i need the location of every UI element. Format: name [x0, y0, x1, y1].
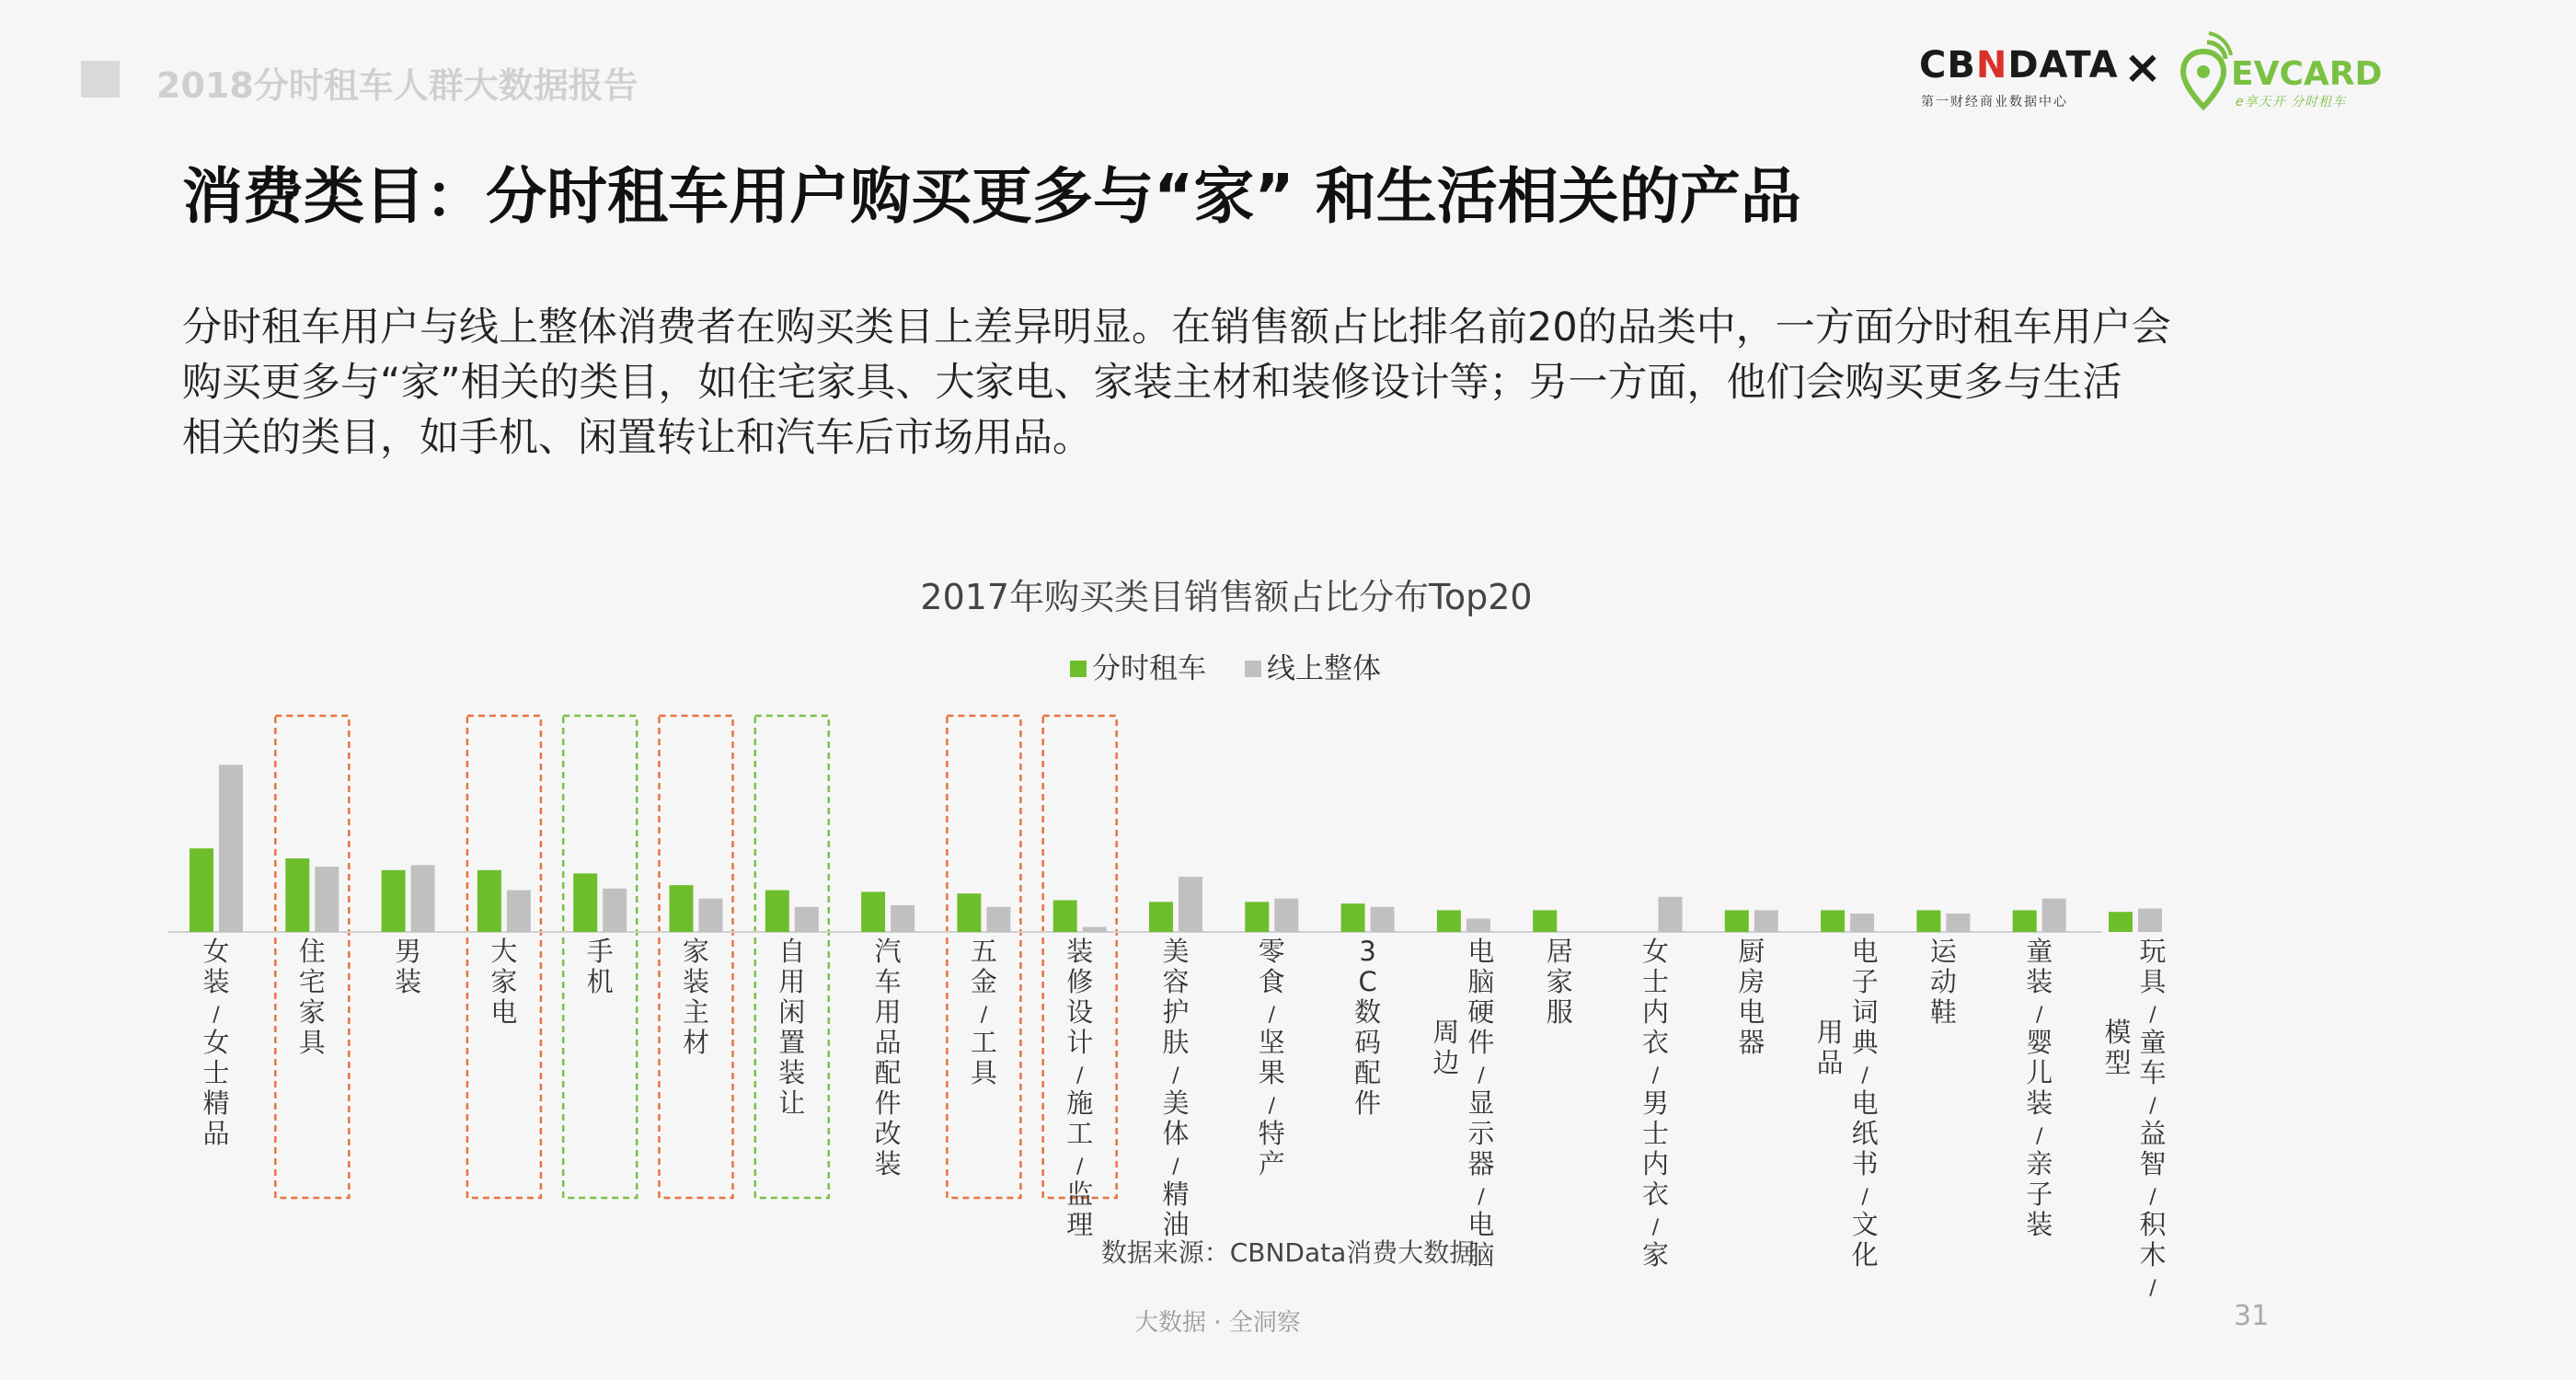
bar	[1466, 918, 1490, 932]
category-tick-label: 3 C 数码配件	[1354, 936, 1382, 1119]
category-tick-label: 汽车用品配件改装	[874, 936, 902, 1179]
bar	[699, 899, 723, 932]
bar	[411, 865, 435, 932]
bar	[765, 891, 789, 932]
bar	[219, 765, 243, 932]
chart-title: 2017年购买类目销售额占比分布Top20	[920, 577, 1533, 617]
category-tick-label: 厨房电器	[1738, 936, 1765, 1058]
bar	[1946, 914, 1970, 932]
category-tick-label: 手机	[586, 936, 614, 997]
category-tick-label: 家装主材	[682, 936, 710, 1058]
report-title: 2018分时租车人群大数据报告	[156, 65, 638, 106]
page-title: 消费类目：分时租车用户购买更多与“家” 和生活相关的产品	[182, 161, 1801, 232]
category-tick-label: 电脑硬件/显示器/电脑	[1467, 936, 1495, 1271]
category-tick-label: 大家电	[490, 936, 518, 1028]
bar	[1659, 897, 1683, 932]
collaboration-x-icon: ×	[2123, 40, 2162, 94]
legend-label: 线上整体	[1267, 652, 1381, 685]
bar	[2109, 912, 2133, 932]
bar	[2013, 910, 2037, 932]
bar	[603, 889, 627, 932]
category-tick-label: 零食/坚果/特产	[1258, 936, 1285, 1179]
legend-label: 分时租车	[1092, 652, 1206, 685]
bar	[1850, 914, 1874, 932]
category-tick-label: 周边	[1432, 1017, 1460, 1078]
bar	[861, 891, 885, 932]
bar	[507, 891, 531, 932]
summary-line: 分时租车用户与线上整体消费者在购买类目上差异明显。在销售额占比排名前20的品类中，一方面分时租车用户会	[182, 305, 2171, 351]
summary-text	[182, 300, 2298, 466]
bar	[2042, 899, 2066, 932]
category-tick-label: 女装/女士精品	[202, 936, 230, 1149]
bar	[477, 870, 501, 932]
bar	[1149, 902, 1173, 932]
bar	[285, 858, 309, 932]
category-tick-label: 五金/工具	[970, 936, 997, 1088]
brand-logos	[1904, 28, 2383, 120]
bar	[1245, 902, 1269, 932]
bar	[1179, 877, 1202, 932]
bar	[1916, 910, 1940, 932]
bar	[1274, 899, 1298, 932]
header-square-icon	[81, 61, 120, 98]
bar	[795, 907, 819, 932]
evcard-pin-icon	[2176, 31, 2231, 114]
page-number: 31	[2234, 1300, 2270, 1332]
cbndata-logo-subtitle: 第一财经商业数据中心	[1921, 95, 2068, 109]
bar	[1341, 903, 1365, 932]
bar	[1371, 907, 1395, 932]
bar	[1821, 910, 1845, 932]
bar	[190, 848, 213, 932]
evcard-logo: EVCARD	[2231, 55, 2383, 93]
summary-line: 购买更多与“家”相关的类目，如住宅家具、大家电、家装主材和装修设计等；另一方面，他们会购买更多与生活	[182, 360, 2122, 406]
bar	[1437, 910, 1461, 932]
category-tick-label: 电子词典/电纸书/文化	[1851, 936, 1879, 1271]
bar	[382, 870, 406, 932]
category-tick-label: 装修设计/施工/监理	[1066, 936, 1094, 1240]
cbndata-logo: CBNDATA	[1919, 44, 2119, 86]
bar	[2138, 909, 2162, 932]
legend-swatch	[1245, 661, 1261, 677]
category-tick-label: 玩具/童车/益智/积木/	[2139, 936, 2167, 1300]
bar	[670, 885, 694, 932]
bar	[957, 893, 981, 932]
legend-swatch	[1070, 661, 1087, 677]
category-tick-label: 住宅家具	[298, 936, 326, 1058]
bar	[1053, 900, 1077, 932]
bar	[1754, 910, 1778, 932]
category-tick-label: 居家服	[1546, 936, 1573, 1028]
category-tick-label: 自用闲置装让	[778, 936, 806, 1119]
bar	[891, 905, 914, 932]
bar	[1533, 910, 1557, 932]
bar	[315, 867, 339, 932]
evcard-logo-subtitle: e享天开 分时租车	[2236, 95, 2347, 109]
bar	[573, 873, 597, 932]
summary-line: 相关的类目，如手机、闲置转让和汽车后市场用品。	[182, 415, 1092, 461]
bar-chart	[0, 552, 2454, 1300]
category-tick-label: 女士内衣/男士内衣/家	[1641, 936, 1670, 1271]
category-tick-label: 男装	[395, 936, 422, 997]
category-tick-label: 运动鞋	[1929, 936, 1957, 1028]
category-tick-label: 用品	[1816, 1017, 1844, 1078]
bar	[1083, 927, 1107, 932]
category-tick-label: 美容护肤/美体/精油	[1162, 936, 1190, 1240]
category-tick-label: 模型	[2104, 1017, 2132, 1078]
footer-tagline: 大数据 · 全洞察	[1134, 1309, 1301, 1337]
bar	[1725, 910, 1749, 932]
data-source: 数据来源：CBNData消费大数据	[1100, 1237, 1476, 1268]
bar	[986, 907, 1010, 932]
category-tick-label: 童装/婴儿装/亲子装	[2026, 936, 2053, 1240]
